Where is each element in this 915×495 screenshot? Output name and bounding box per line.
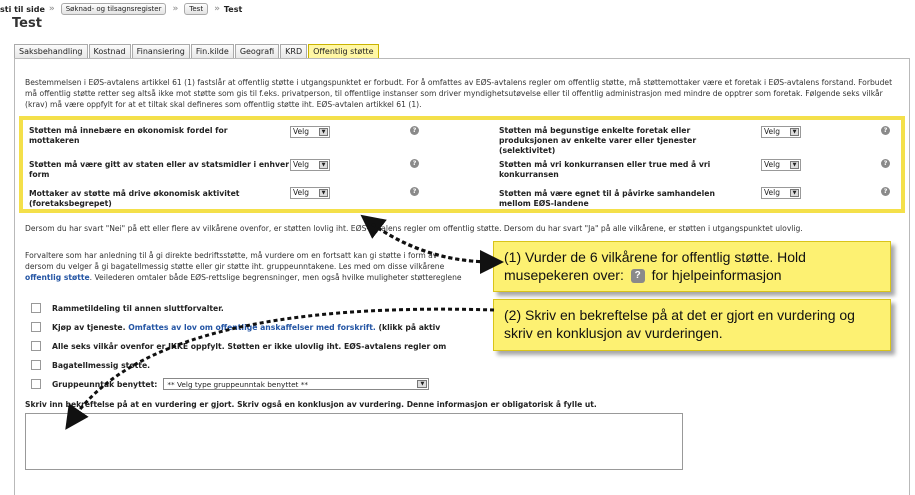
- breadcrumb-button-register[interactable]: Søknad- og tilsagnsregister: [61, 3, 167, 15]
- checkbox-rammetildeling[interactable]: [31, 303, 41, 313]
- question-help-icon[interactable]: ?: [881, 126, 890, 135]
- breadcrumb: [0, 2, 242, 16]
- checkbox-row-kjop: [31, 321, 440, 333]
- checkbox-bagatellmessig[interactable]: [31, 360, 41, 370]
- criterion-select-6[interactable]: [761, 187, 801, 199]
- gruppeunntak-select[interactable]: [163, 378, 429, 390]
- criterion-label-5: Mottaker av støtte må drive økonomisk aktivitet (foretaksbegrepet): [29, 189, 240, 208]
- textarea-label: Skriv inn bekreftelse på at en vurdering er gjort. Skriv også en konklusjon av vurdering. Denne informasjon er obligatorisk å fylle ut.: [25, 400, 597, 409]
- criterion-select-1[interactable]: [290, 126, 330, 138]
- question-help-icon[interactable]: ?: [410, 159, 419, 168]
- question-help-icon[interactable]: ?: [881, 187, 890, 196]
- select-value: Velg: [764, 160, 781, 169]
- criterion-label-4: Støtten må vri konkurransen eller true med å vri konkurransen: [499, 160, 711, 179]
- breadcrumb-separator: »: [172, 4, 179, 14]
- checkbox-label: Rammetildeling til annen sluttforvalter.: [52, 303, 224, 313]
- select-value: Velg: [764, 127, 781, 136]
- checkbox-gruppeunntak[interactable]: [31, 379, 41, 389]
- checkbox-label-suffix: (klikk på aktiv: [378, 322, 441, 332]
- checkbox-row-vilkar: [31, 340, 446, 352]
- checkbox-label: Bagatellmessig støtte.: [52, 360, 151, 370]
- criterion-select-5[interactable]: [290, 187, 330, 199]
- chevron-down-icon: ▼: [790, 128, 799, 136]
- checkbox-row-rammetildeling: [31, 302, 224, 314]
- callout-2-text: (2) Skriv en bekreftelse på at det er gjort en vurdering og skriv en konklusjon av vurderingen.: [504, 307, 855, 341]
- select-value: ** Velg type gruppeunntak benyttet **: [167, 379, 309, 389]
- chevron-down-icon: ▼: [417, 380, 427, 388]
- tab-offentlig-stotte[interactable]: Offentlig støtte: [308, 44, 378, 58]
- breadcrumb-button-test[interactable]: Test: [184, 3, 208, 15]
- guidance-line-3-text: . Veilederen omtaler både EØS-rettslige begrensninger, men også hvilke muligheter støttereglene: [89, 273, 462, 282]
- criterion-select-3[interactable]: [290, 159, 330, 171]
- checkbox-kjop-av-tjeneste[interactable]: [31, 322, 41, 332]
- tab-fin-kilde[interactable]: Fin.kilde: [191, 44, 234, 58]
- anskaffelser-link[interactable]: Omfattes av lov om offentlige anskaffelser med forskrift.: [128, 322, 376, 332]
- checkbox-row-gruppeunntak: [31, 378, 429, 390]
- checkbox-vilkar-ikke-oppfylt[interactable]: [31, 341, 41, 351]
- criterion-label-6: Støtten må være egnet til å påvirke samhandelen mellom EØS-landene: [499, 189, 715, 208]
- tab-geografi[interactable]: Geografi: [235, 44, 279, 58]
- checkbox-row-bagatell: [31, 359, 150, 371]
- criterion-label-3: Støtten må være gitt av staten eller av statsmidler i enhver form: [29, 160, 290, 179]
- select-value: Velg: [293, 188, 310, 197]
- checkbox-label: Alle seks vilkår ovenfor er IKKE oppfylt. Støtten er ikke ulovlig iht. EØS-avtalens regler om: [52, 341, 447, 351]
- select-value: Velg: [764, 188, 781, 197]
- callout-1-text-b: for hjelpeinformasjon: [651, 267, 782, 283]
- select-value: Velg: [293, 127, 310, 136]
- chevron-down-icon: ▼: [319, 189, 328, 197]
- tab-kostnad[interactable]: Kostnad: [89, 44, 131, 58]
- tab-bar: [14, 44, 380, 58]
- breadcrumb-item-home[interactable]: sti til side: [0, 4, 45, 14]
- breadcrumb-separator: »: [48, 4, 55, 14]
- checkbox-label: Kjøp av tjeneste.: [52, 322, 126, 332]
- breadcrumb-separator: »: [214, 4, 220, 14]
- breadcrumb-current: Test: [223, 4, 243, 14]
- tab-finansiering[interactable]: Finansiering: [132, 44, 190, 58]
- criterion-select-2[interactable]: [761, 126, 801, 138]
- question-help-icon[interactable]: ?: [410, 126, 419, 135]
- checkbox-label: Gruppeunntak benyttet:: [52, 379, 158, 389]
- result-text: Dersom du har svart "Nei" på ett eller flere av vilkårene ovenfor, er støtten lovlig iht. EØS-avtalens regler om offentlig støtte. Dersom du har svart "Ja" på alle vilkårene, er støtten i utgangspunktet ulovlig.: [25, 224, 803, 233]
- question-help-icon[interactable]: ?: [410, 187, 419, 196]
- criterion-label-1: Støtten må innebære en økonomisk fordel for mottakeren: [29, 126, 228, 145]
- callout-step-2: [493, 299, 891, 351]
- criterion-select-4[interactable]: [761, 159, 801, 171]
- criterion-label-2: Støtten må begunstige enkelte foretak eller produksjonen av enkelte varer eller tjenester (selektivitet): [499, 126, 697, 155]
- callout-step-1: [493, 241, 891, 292]
- question-help-icon[interactable]: ?: [881, 159, 890, 168]
- intro-text: Bestemmelsen i EØS-avtalens artikkel 61 (1) fastslår at offentlig støtte i utgangspunktet er forbudt. For å omfattes av EØS-avtalens regler om offentlig støtte, må støttemottaker være et foretak i EØS-avtalens forstand. Forbudet må offentlig støtte retter seg altså ikke mot støtte som gis til f.eks. privatperson, til offentlige instanser som driver myndighetsutøvelse eller til offentlig administrasjon med mindre de opptrer som foretak. Følgende seks vilkår (krav) må være oppfylt for at et tiltak skal defineres som offentlig støtte iht. EØS-avtalen artikkel 61 (1).: [25, 78, 893, 109]
- assessment-textarea[interactable]: [25, 413, 683, 470]
- select-value: Velg: [293, 160, 310, 169]
- guidance-line-2: dersom du velger å gi bagatellmessig støtte eller gir støtte iht. gruppeunntakene. Les med om disse vilkårene: [25, 262, 445, 271]
- question-help-icon: ?: [631, 269, 645, 283]
- guidance-link[interactable]: offentlig støtte: [25, 273, 90, 282]
- chevron-down-icon: ▼: [790, 189, 799, 197]
- guidance-line-1: Forvaltere som har anledning til å gi direkte bedriftsstøtte, må vurdere om en fortsatt kan gi støtte i form av: [25, 251, 438, 260]
- chevron-down-icon: ▼: [790, 161, 799, 169]
- page-title: Test: [12, 16, 42, 31]
- tab-saksbehandling[interactable]: Saksbehandling: [14, 44, 88, 58]
- callout-1-text-a: (1) Vurder de 6 vilkårene for offentlig støtte. Hold musepekeren over:: [504, 249, 806, 283]
- criteria-box: [19, 116, 905, 213]
- chevron-down-icon: ▼: [319, 128, 328, 136]
- tab-krd[interactable]: KRD: [280, 44, 307, 58]
- chevron-down-icon: ▼: [319, 161, 328, 169]
